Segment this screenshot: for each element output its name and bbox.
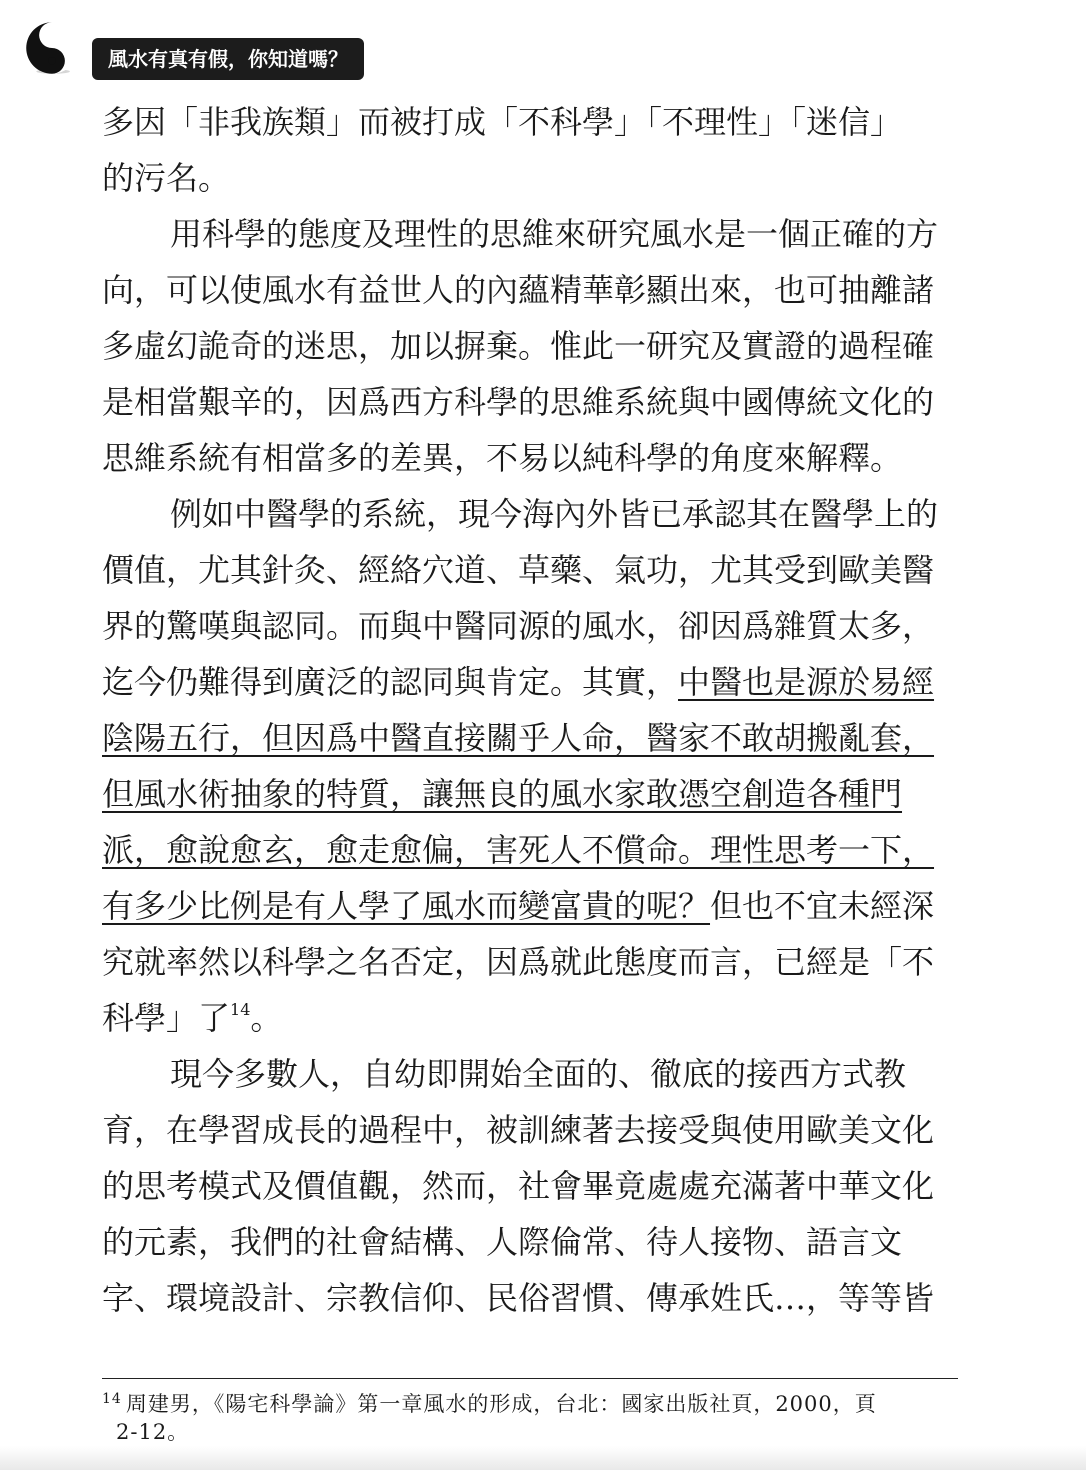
text-line: 有多少比例是有人學了風水而變富貴的呢？但也不宜未經深 — [102, 887, 935, 925]
text-line — [102, 710, 958, 766]
underlined-passage: 陰陽五行，但因爲中醫直接關乎人命，醫家不敢胡搬亂套， — [102, 719, 935, 757]
page-bottom-shadow — [0, 1446, 1086, 1470]
underlined-passage: 派，愈說愈玄，愈走愈偏，害死人不償命。理性思考一下， — [102, 831, 935, 869]
text-line: 字、環境設計、宗教信仰、民俗習慣、傳承姓氏…，等等皆 — [102, 1279, 935, 1317]
footnote-reference[interactable]: 14 — [230, 1000, 251, 1019]
footnote-line: $^{14}$ 周建男，《陽宅科學論》第一章風水的形成，台北：國家出版社頁，2000，頁 — [102, 1391, 877, 1416]
text-line: 的思考模式及價值觀，然而，社會畢竟處處充滿著中華文化 — [102, 1167, 935, 1205]
paragraph-first-line: 現今多數人，自幼即開始全面的、徹底的接西方式教 — [170, 1055, 907, 1093]
text-line: 思維系統有相當多的差異，不易以純科學的角度來解釋。 — [102, 439, 903, 477]
text-line: 的元素，我們的社會結構、人際倫常、待人接物、語言文 — [102, 1223, 903, 1261]
text-line: 科學」了$^{14}$。 — [102, 999, 283, 1037]
paragraph-first-line: 用科學的態度及理性的思維來研究風水是一個正確的方 — [170, 215, 939, 253]
text-line: 是相當艱辛的，因爲西方科學的思維系統與中國傳統文化的 — [102, 383, 935, 421]
footnote-number: 14 — [102, 1391, 122, 1407]
chapter-title-badge: 風水有真有假，你知道嗎？ — [92, 38, 364, 80]
text-line — [102, 766, 958, 822]
footnote — [102, 1390, 958, 1446]
text-line — [102, 822, 958, 878]
yin-yang-icon — [24, 20, 80, 76]
underlined-passage: 有多少比例是有人學了風水而變富貴的呢？ — [102, 887, 711, 925]
paragraph-first-line: 例如中醫學的系統，現今海內外皆已承認其在醫學上的 — [170, 495, 939, 533]
text-line: 的污名。 — [102, 159, 231, 197]
footnote-divider — [102, 1378, 958, 1379]
underlined-passage: 但風水術抽象的特質，讓無良的風水家敢憑空創造各種門 — [102, 775, 903, 813]
text-line: 迄今仍難得到廣泛的認同與肯定。其實，中醫也是源於易經 — [102, 663, 935, 701]
text-line: 向，可以使風水有益世人的內蘊精華彰顯出來，也可抽離諸 — [102, 271, 935, 309]
underlined-passage: 中醫也是源於易經 — [678, 663, 935, 701]
text-line: 育，在學習成長的過程中，被訓練著去接受與使用歐美文化 — [102, 1111, 935, 1149]
text-line: 多因「非我族類」而被打成「不科學」「不理性」「迷信」 — [102, 103, 903, 141]
text-line: 價值，尤其針灸、經絡穴道、草藥、氣功，尤其受到歐美醫 — [102, 551, 935, 589]
text-line: 究就率然以科學之名否定，因爲就此態度而言，已經是「不 — [102, 943, 935, 981]
text-line: 界的驚嘆與認同。而與中醫同源的風水，卻因爲雜質太多， — [102, 607, 935, 645]
footnote-line: 2-12。 — [116, 1420, 190, 1444]
body-text — [102, 94, 958, 1326]
text-line: 多虛幻詭奇的迷思，加以摒棄。惟此一研究及實證的過程確 — [102, 327, 935, 365]
